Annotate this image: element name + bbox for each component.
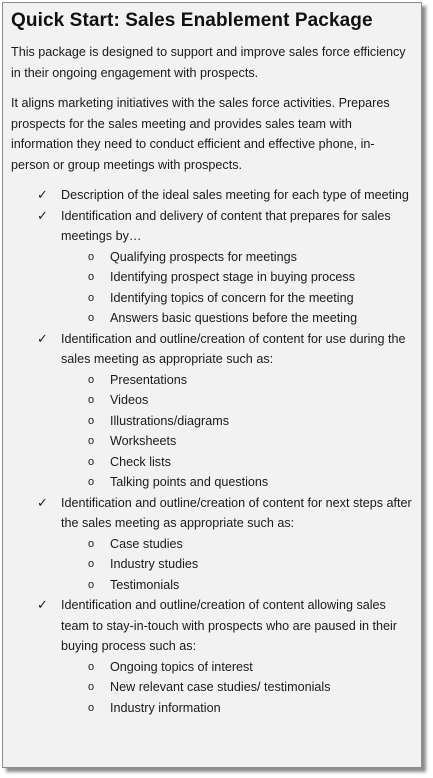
sub-list-item-text: Qualifying prospects for meetings <box>110 249 297 264</box>
sub-list-item-text: Ongoing topics of interest <box>110 659 253 674</box>
sub-list <box>61 534 413 596</box>
circle-bullet-icon: o <box>88 250 95 263</box>
sub-list-item-text: Industry information <box>110 700 221 715</box>
sub-list-item <box>61 575 413 596</box>
list-item-text: Description of the ideal sales meeting for each type of meeting <box>61 188 409 202</box>
check-icon: ✓ <box>37 207 48 223</box>
circle-bullet-icon: o <box>88 291 95 304</box>
sub-list-item-text: New relevant case studies/ testimonials <box>110 680 331 694</box>
sub-list-item-text: Answers basic questions before the meeting <box>110 311 358 325</box>
alignment-paragraph: It aligns marketing initiatives with the sales force activities. Prepares prospects for the sales meeting and provides sales team with information they need to conduct efficient and effective phone, in-person or group meetings with prospects. <box>11 96 390 172</box>
sub-list-item-text: Videos <box>110 393 149 407</box>
sub-list-item <box>61 247 413 268</box>
sub-list-item <box>61 534 413 555</box>
sub-list <box>61 247 413 329</box>
circle-bullet-icon: o <box>88 312 95 324</box>
sub-list-item <box>61 472 413 493</box>
sub-list <box>61 370 413 493</box>
circle-bullet-icon: o <box>88 537 95 550</box>
page-title: Quick Start: Sales Enablement Package <box>11 10 373 31</box>
sub-list-item <box>61 308 413 329</box>
sub-list-item <box>61 677 413 698</box>
sub-list-item <box>61 411 413 432</box>
sales-enablement-card <box>2 2 422 768</box>
circle-bullet-icon: o <box>88 660 95 673</box>
sub-list-item-text: Illustrations/diagrams <box>110 413 229 428</box>
circle-bullet-icon: o <box>88 373 95 386</box>
list-item <box>11 329 413 493</box>
circle-bullet-icon: o <box>88 681 95 693</box>
check-icon: ✓ <box>37 597 48 612</box>
circle-bullet-icon: o <box>88 558 95 570</box>
sub-list-item <box>61 698 413 719</box>
sub-list-item-text: Testimonials <box>110 577 180 592</box>
sub-list-item <box>61 657 413 678</box>
sub-list-item-text: Identifying prospect stage in buying process <box>110 270 356 284</box>
circle-bullet-icon: o <box>88 394 95 406</box>
sub-list-item <box>61 431 413 452</box>
list-item-text: Identification and outline/creation of content for next steps after the sales meeting as appropriate such as: <box>61 495 412 530</box>
sub-list-item-text: Case studies <box>110 536 183 551</box>
sub-list-item-text: Worksheets <box>110 434 177 448</box>
sub-list-item-text: Identifying topics of concern for the meeting <box>110 290 354 305</box>
deliverables-list <box>11 185 413 718</box>
list-item <box>11 595 413 718</box>
sub-list-item <box>61 554 413 575</box>
list-item <box>11 185 413 206</box>
sub-list-item-text: Talking points and questions <box>110 475 269 489</box>
sub-list-item <box>61 267 413 288</box>
sub-list-item <box>61 452 413 473</box>
check-icon: ✓ <box>37 187 48 202</box>
list-item <box>11 206 413 329</box>
circle-bullet-icon: o <box>88 414 95 427</box>
circle-bullet-icon: o <box>88 435 95 447</box>
list-item-text: Identification and delivery of content that prepares for sales meetings by… <box>61 208 391 243</box>
list-item <box>11 493 413 596</box>
sub-list-item <box>61 288 413 309</box>
sub-list-item-text: Presentations <box>110 372 188 387</box>
intro-paragraph: This package is designed to support and improve sales force efficiency in their ongoing engagement with prospects. <box>11 45 406 80</box>
sub-list-item <box>61 370 413 391</box>
circle-bullet-icon: o <box>88 578 95 591</box>
sub-list-item-text: Check lists <box>110 454 171 469</box>
check-icon: ✓ <box>37 494 48 510</box>
circle-bullet-icon: o <box>88 476 95 488</box>
sub-list <box>61 657 413 719</box>
sub-list-item-text: Industry studies <box>110 557 199 571</box>
list-item-text: Identification and outline/creation of content for use during the sales meeting as appropriate such as: <box>61 331 406 366</box>
check-icon: ✓ <box>37 330 48 346</box>
circle-bullet-icon: o <box>88 701 95 714</box>
circle-bullet-icon: o <box>88 271 95 283</box>
sub-list-item <box>61 390 413 411</box>
list-item-text: Identification and outline/creation of content allowing sales team to stay-in-touch with prospects who are paused in their buying process such as: <box>61 598 398 653</box>
circle-bullet-icon: o <box>88 455 95 468</box>
